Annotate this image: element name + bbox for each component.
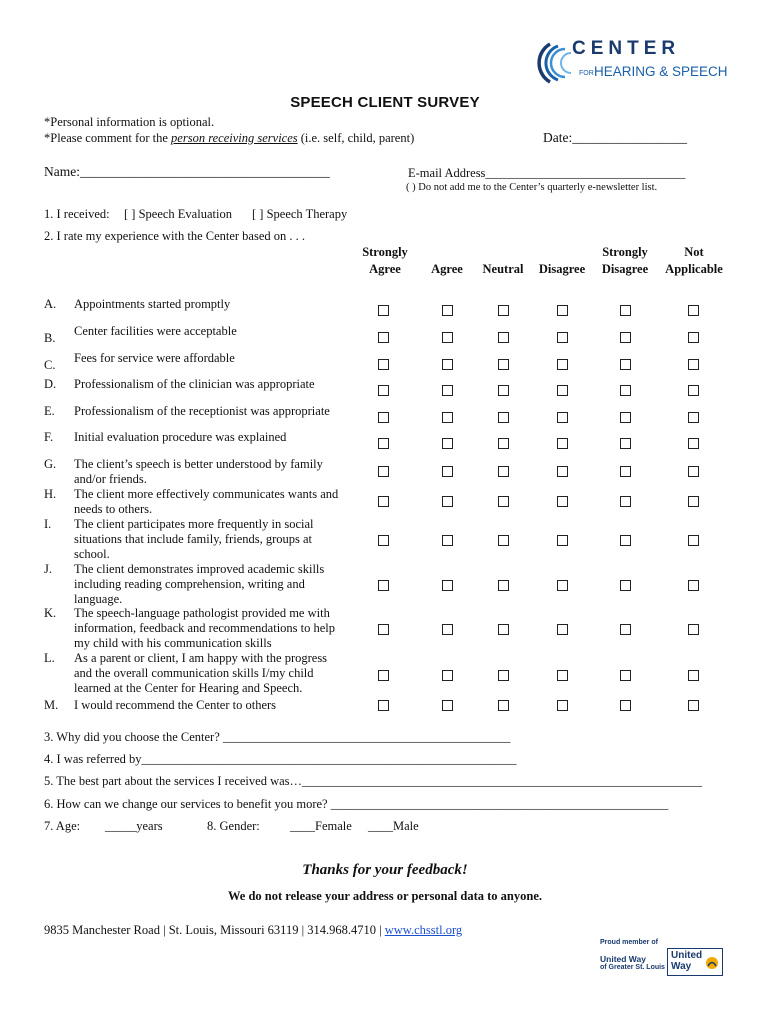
logo-word-center: CENTER xyxy=(572,38,681,59)
col-header-line: Disagree xyxy=(538,262,586,276)
rating-checkbox-strongly-disagree[interactable] xyxy=(620,438,631,449)
rating-checkbox-agree[interactable] xyxy=(442,535,453,546)
q7-age-field[interactable]: _____years xyxy=(105,819,163,833)
row-letter: J. xyxy=(44,562,52,576)
newsletter-optout-checkbox[interactable]: ( ) Do not add me to the Center’s quarterly e-newsletter list. xyxy=(406,182,658,193)
q3-why-choose[interactable]: 3. Why did you choose the Center? ______________________________________________ xyxy=(44,730,511,744)
rating-checkbox-not-applicable[interactable] xyxy=(688,496,699,507)
note-comment xyxy=(44,131,414,146)
rating-checkbox-strongly-agree[interactable] xyxy=(378,359,389,370)
rating-checkbox-disagree[interactable] xyxy=(557,385,568,396)
col-header-line xyxy=(415,244,479,261)
rating-checkbox-not-applicable[interactable] xyxy=(688,670,699,681)
rating-checkbox-not-applicable[interactable] xyxy=(688,700,699,711)
rating-checkbox-agree[interactable] xyxy=(442,580,453,591)
footer-address: 9835 Manchester Road | St. Louis, Missouri 63119 | 314.968.4710 | xyxy=(44,923,385,937)
q8-gender-male[interactable]: ____Male xyxy=(368,819,419,833)
logo-word-for: FOR xyxy=(579,70,594,77)
footer-website-link[interactable]: www.chsstl.org xyxy=(384,923,463,937)
rating-checkbox-neutral[interactable] xyxy=(498,438,509,449)
rating-checkbox-neutral[interactable] xyxy=(498,305,509,316)
united-way-badge-icon xyxy=(667,948,723,976)
q6-change-services[interactable]: 6. How can we change our services to benefit you more? ______________________________________________________ xyxy=(44,797,669,811)
col-header-neutral xyxy=(471,244,535,278)
rating-checkbox-not-applicable[interactable] xyxy=(688,438,699,449)
rating-checkbox-strongly-agree[interactable] xyxy=(378,580,389,591)
rating-checkbox-disagree[interactable] xyxy=(557,332,568,343)
rating-checkbox-neutral[interactable] xyxy=(498,670,509,681)
note-comment-emphasis: person receiving services xyxy=(171,131,298,145)
rating-checkbox-strongly-disagree[interactable] xyxy=(620,580,631,591)
q7-age-label: 7. Age: xyxy=(44,819,81,833)
row-letter: K. xyxy=(44,606,57,620)
row-letter: C. xyxy=(44,358,56,372)
col-header-line: Neutral xyxy=(482,262,524,276)
col-header-agree xyxy=(415,244,479,278)
page-title: SPEECH CLIENT SURVEY xyxy=(290,94,480,111)
rating-checkbox-neutral[interactable] xyxy=(498,700,509,711)
rating-checkbox-agree[interactable] xyxy=(442,438,453,449)
q2-label: 2. I rate my experience with the Center based on . . . xyxy=(44,229,306,243)
rating-checkbox-neutral[interactable] xyxy=(498,535,509,546)
note-comment-pre: *Please comment for the xyxy=(44,131,172,145)
rating-checkbox-strongly-agree[interactable] xyxy=(378,700,389,711)
rating-checkbox-agree[interactable] xyxy=(442,466,453,477)
rating-checkbox-neutral[interactable] xyxy=(498,332,509,343)
col-header-strongly-agree xyxy=(350,244,420,278)
row-statement: Fees for service were affordable xyxy=(74,351,235,365)
row-letter: L. xyxy=(44,651,55,665)
rating-checkbox-disagree[interactable] xyxy=(557,438,568,449)
rating-checkbox-not-applicable[interactable] xyxy=(688,466,699,477)
rating-checkbox-disagree[interactable] xyxy=(557,670,568,681)
row-statement: I would recommend the Center to others xyxy=(74,698,277,712)
rating-checkbox-neutral[interactable] xyxy=(498,412,509,423)
rating-checkbox-disagree[interactable] xyxy=(557,412,568,423)
rating-checkbox-agree[interactable] xyxy=(442,700,453,711)
rating-checkbox-disagree[interactable] xyxy=(557,359,568,370)
footer-contact xyxy=(44,923,462,938)
rating-checkbox-neutral[interactable] xyxy=(498,580,509,591)
rating-checkbox-agree[interactable] xyxy=(442,359,453,370)
col-header-disagree xyxy=(530,244,594,278)
rating-checkbox-neutral[interactable] xyxy=(498,385,509,396)
row-statement: Center facilities were acceptable xyxy=(74,324,237,338)
rating-checkbox-not-applicable[interactable] xyxy=(688,580,699,591)
date-field[interactable]: Date:_________________ xyxy=(543,130,687,145)
rating-checkbox-disagree[interactable] xyxy=(557,466,568,477)
united-way-badge-text-2: Way xyxy=(671,961,692,972)
rating-checkbox-disagree[interactable] xyxy=(557,624,568,635)
row-statement: Appointments started promptly xyxy=(74,297,231,311)
row-letter: E. xyxy=(44,404,55,418)
q8-gender-label: 8. Gender: xyxy=(207,819,260,833)
col-header-strongly-disagree xyxy=(593,244,657,278)
row-letter: M. xyxy=(44,698,59,712)
united-way-region: of Greater St. Louis xyxy=(600,964,665,971)
rating-checkbox-strongly-disagree[interactable] xyxy=(620,670,631,681)
email-field[interactable]: E-mail Address________________________________ xyxy=(408,166,686,180)
rating-checkbox-strongly-disagree[interactable] xyxy=(620,305,631,316)
q4-referred-by[interactable]: 4. I was referred by____________________________________________________________ xyxy=(44,752,517,766)
rating-checkbox-strongly-agree[interactable] xyxy=(378,496,389,507)
rating-checkbox-agree[interactable] xyxy=(442,412,453,423)
row-letter: F. xyxy=(44,430,54,444)
row-statement: The client more effectively communicates wants and needs to others. xyxy=(74,487,339,516)
row-statement: The client demonstrates improved academic skills including reading comprehension, writing and language. xyxy=(74,562,325,606)
rating-checkbox-strongly-agree[interactable] xyxy=(378,670,389,681)
rating-checkbox-not-applicable[interactable] xyxy=(688,624,699,635)
row-letter: I. xyxy=(44,517,52,531)
rating-checkbox-not-applicable[interactable] xyxy=(688,305,699,316)
rating-checkbox-agree[interactable] xyxy=(442,305,453,316)
rating-checkbox-strongly-disagree[interactable] xyxy=(620,700,631,711)
rating-checkbox-agree[interactable] xyxy=(442,332,453,343)
col-header-line: Disagree xyxy=(601,262,649,276)
q5-best-part[interactable]: 5. The best part about the services I received was…________________________________________________________________ xyxy=(44,774,703,788)
rating-checkbox-strongly-agree[interactable] xyxy=(378,466,389,477)
rating-checkbox-strongly-disagree[interactable] xyxy=(620,624,631,635)
col-header-not-applicable xyxy=(660,244,728,278)
rating-checkbox-strongly-agree[interactable] xyxy=(378,438,389,449)
rating-checkbox-agree[interactable] xyxy=(442,385,453,396)
row-statement: The client’s speech is better understood by family and/or friends. xyxy=(74,457,323,486)
row-statement: Professionalism of the clinician was appropriate xyxy=(74,377,315,391)
row-statement: The client participates more frequently in social situations that include family, friends, groups at school. xyxy=(74,517,314,561)
rating-checkbox-disagree[interactable] xyxy=(557,535,568,546)
rating-checkbox-not-applicable[interactable] xyxy=(688,332,699,343)
rating-checkbox-not-applicable[interactable] xyxy=(688,535,699,546)
row-letter: H. xyxy=(44,487,57,501)
rating-checkbox-neutral[interactable] xyxy=(498,359,509,370)
rating-checkbox-disagree[interactable] xyxy=(557,305,568,316)
rating-checkbox-neutral[interactable] xyxy=(498,466,509,477)
united-way-hand-icon xyxy=(705,955,719,969)
rating-checkbox-strongly-disagree[interactable] xyxy=(620,412,631,423)
q1-label: 1. I received: xyxy=(44,207,110,221)
rating-checkbox-strongly-disagree[interactable] xyxy=(620,359,631,370)
note-optional: *Personal information is optional. xyxy=(44,115,215,129)
rating-checkbox-strongly-disagree[interactable] xyxy=(620,535,631,546)
row-statement: The speech-language pathologist provided me with information, feedback and recommendations to help my child with his communication skills xyxy=(74,606,336,650)
col-header-line xyxy=(471,244,535,261)
rating-checkbox-strongly-agree[interactable] xyxy=(378,332,389,343)
thanks-heading: Thanks for your feedback! xyxy=(302,862,468,878)
name-field[interactable]: Name:_____________________________________ xyxy=(44,164,330,179)
rating-checkbox-strongly-disagree[interactable] xyxy=(620,332,631,343)
rating-checkbox-disagree[interactable] xyxy=(557,496,568,507)
rating-checkbox-strongly-agree[interactable] xyxy=(378,412,389,423)
col-header-line: Not xyxy=(684,245,704,259)
row-statement: Professionalism of the receptionist was appropriate xyxy=(74,404,330,418)
rating-checkbox-disagree[interactable] xyxy=(557,580,568,591)
logo-word-hearing-speech: HEARING & SPEECH xyxy=(594,64,728,79)
rating-checkbox-neutral[interactable] xyxy=(498,624,509,635)
col-header-line: Applicable xyxy=(665,262,723,276)
q1-option-speech-therapy[interactable]: [ ] Speech Therapy xyxy=(252,207,348,221)
q8-gender-female[interactable]: ____Female xyxy=(290,819,352,833)
col-header-line: Agree xyxy=(431,262,463,276)
rating-checkbox-agree[interactable] xyxy=(442,670,453,681)
col-header-line: Strongly xyxy=(602,245,648,259)
col-header-line: Strongly xyxy=(362,245,408,259)
note-comment-post: (i.e. self, child, parent) xyxy=(297,131,415,145)
rating-checkbox-strongly-agree[interactable] xyxy=(378,535,389,546)
rating-checkbox-strongly-agree[interactable] xyxy=(378,624,389,635)
rating-checkbox-strongly-agree[interactable] xyxy=(378,385,389,396)
rating-checkbox-strongly-disagree[interactable] xyxy=(620,385,631,396)
row-statement: Initial evaluation procedure was explained xyxy=(74,430,287,444)
united-way-proud-text: Proud member of xyxy=(600,939,658,946)
rating-checkbox-neutral[interactable] xyxy=(498,496,509,507)
united-way-badge-text-1: United xyxy=(671,950,703,961)
row-letter: B. xyxy=(44,331,56,345)
rating-checkbox-strongly-disagree[interactable] xyxy=(620,496,631,507)
rating-checkbox-not-applicable[interactable] xyxy=(688,359,699,370)
rating-checkbox-strongly-disagree[interactable] xyxy=(620,466,631,477)
rating-checkbox-agree[interactable] xyxy=(442,496,453,507)
row-letter: D. xyxy=(44,377,57,391)
rating-checkbox-not-applicable[interactable] xyxy=(688,385,699,396)
col-header-line xyxy=(530,244,594,261)
rating-checkbox-agree[interactable] xyxy=(442,624,453,635)
rating-checkbox-strongly-agree[interactable] xyxy=(378,305,389,316)
united-way-name: United Way xyxy=(600,954,646,964)
row-letter: A. xyxy=(44,297,57,311)
row-statement: As a parent or client, I am happy with the progress and the overall communication skills I/my child learned at the Center for Hearing and Speech. xyxy=(74,651,328,695)
row-letter: G. xyxy=(44,457,57,471)
rating-checkbox-disagree[interactable] xyxy=(557,700,568,711)
rating-checkbox-not-applicable[interactable] xyxy=(688,412,699,423)
q1-option-speech-evaluation[interactable]: [ ] Speech Evaluation xyxy=(124,207,232,221)
privacy-statement: We do not release your address or personal data to anyone. xyxy=(227,889,543,903)
col-header-line: Agree xyxy=(369,262,401,276)
